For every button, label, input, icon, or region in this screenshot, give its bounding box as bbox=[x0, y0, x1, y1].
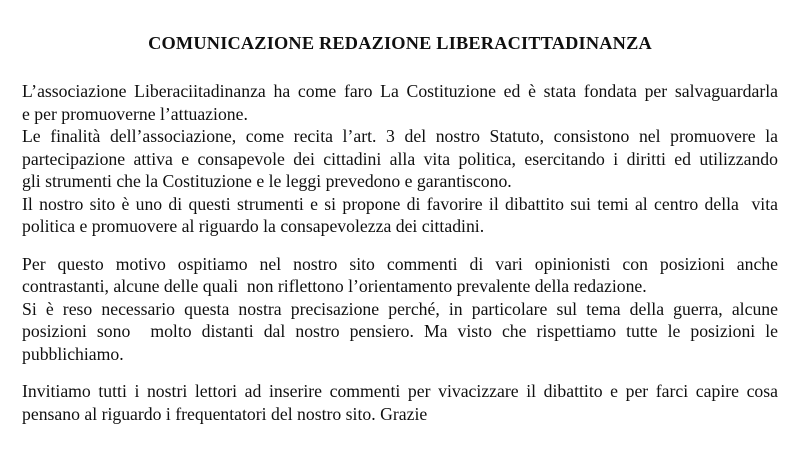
paragraph bbox=[22, 380, 778, 425]
text-line: Si è reso necessario questa nostra precisazione perché, in particolare sul tema della guerra, alcune bbox=[22, 298, 778, 319]
text-block bbox=[22, 380, 778, 425]
text-line: e per promuoverne l’attuazione. bbox=[22, 103, 248, 124]
text-line: partecipazione attiva e consapevole dei cittadini alla vita politica, esercitando i diritti ed utilizzando bbox=[22, 148, 778, 169]
text-line: Il nostro sito è uno di questi strumenti e si propone di favorire il dibattito sui temi al centro della vita bbox=[22, 193, 778, 214]
text-line: gli strumenti che la Costituzione e le leggi prevedono e garantiscono. bbox=[22, 171, 512, 191]
paragraph bbox=[22, 193, 778, 238]
text-line: pensano al riguardo i frequentatori del nostro sito. Grazie bbox=[22, 403, 428, 424]
paragraph bbox=[22, 80, 778, 125]
text-line: Invitiamo tutti i nostri lettori ad inserire commenti per vivacizzare il dibattito e per farci capire cosa bbox=[22, 381, 778, 401]
text-line: pubblichiamo. bbox=[22, 343, 124, 364]
text-line: contrastanti, alcune delle quali non riflettono l’orientamento prevalente della redazione. bbox=[22, 276, 647, 296]
paragraph bbox=[22, 125, 778, 193]
text-line: Le finalità dell’associazione, come recita l’art. 3 del nostro Statuto, consistono nel promuovere la bbox=[22, 126, 778, 146]
text-line: L’associazione Liberaciitadinanza ha come faro La Costituzione ed è stata fondata per salvaguardarla bbox=[22, 81, 778, 101]
text-line: politica e promuovere al riguardo la consapevolezza dei cittadini. bbox=[22, 216, 485, 236]
text-block bbox=[22, 80, 778, 238]
text-line: posizioni sono molto distanti dal nostro pensiero. Ma visto che rispettiamo tutte le posizioni le bbox=[22, 321, 778, 341]
paragraph bbox=[22, 253, 778, 298]
document-title: COMUNICAZIONE REDAZIONE LIBERACITTADINANZA bbox=[148, 33, 652, 53]
document-body bbox=[22, 80, 778, 425]
text-line: Per questo motivo ospitiamo nel nostro sito commenti di vari opinionisti con posizioni anche bbox=[22, 253, 778, 274]
paragraph bbox=[22, 298, 778, 366]
text-block bbox=[22, 253, 778, 366]
